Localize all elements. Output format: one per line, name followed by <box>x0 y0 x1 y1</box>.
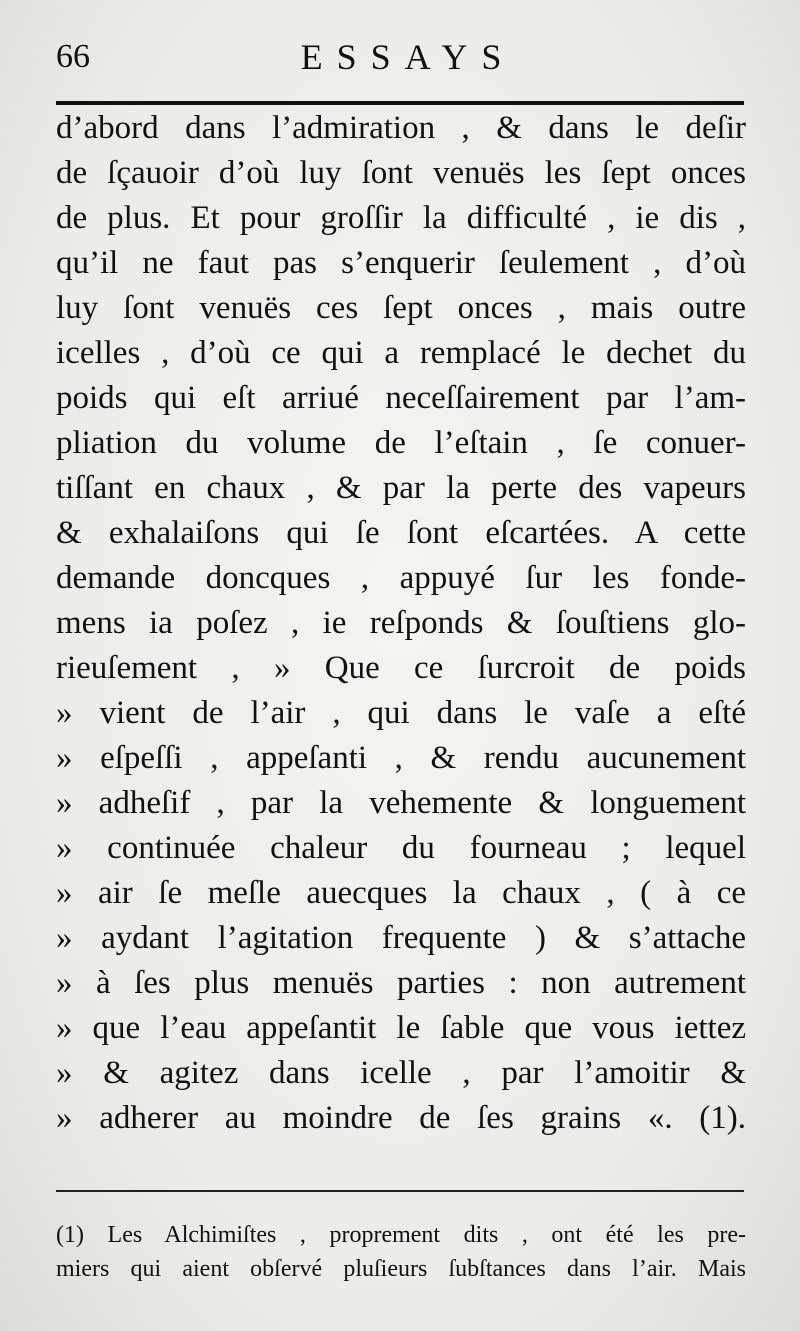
page-number: 66 <box>56 38 90 75</box>
text-line: » eſpeſſi , appeſanti , & rendu aucunement <box>56 740 746 776</box>
footnote-line: (1) Les Alchimiſtes , proprement dits , ont été les pre- <box>56 1222 746 1248</box>
text-line: mens ia poſez , ie reſponds & ſouſtiens glo- <box>56 605 746 641</box>
text-line: luy ſont venuës ces ſept onces , mais outre <box>56 290 746 326</box>
text-line: » que l’eau appeſantit le ſable que vous iettez <box>56 1010 746 1046</box>
footnote-rule <box>56 1190 744 1192</box>
text-line: » & agitez dans icelle , par l’amoitir & <box>56 1055 746 1091</box>
text-line: » vient de l’air , qui dans le vaſe a eſté <box>56 695 746 731</box>
text-line: tiſſant en chaux , & par la perte des vapeurs <box>56 470 746 506</box>
text-line: icelles , d’où ce qui a remplacé le dechet du <box>56 335 746 371</box>
text-line: pliation du volume de l’eſtain , ſe conuer- <box>56 425 746 461</box>
text-line: » adherer au moindre de ſes grains «. (1). <box>56 1100 746 1136</box>
text-line: de ſçauoir d’où luy ſont venuës les ſept onces <box>56 155 746 191</box>
text-line: demande doncques , appuyé ſur les fonde- <box>56 560 746 596</box>
text-line: poids qui eſt arriué neceſſairement par l’am- <box>56 380 746 416</box>
running-title: ESSAYS <box>300 37 516 77</box>
text-line: & exhalaiſons qui ſe ſont eſcartées. A cette <box>56 515 746 551</box>
text-line: d’abord dans l’admiration , & dans le deſir <box>56 110 746 146</box>
text-line: » à ſes plus menuës parties : non autrement <box>56 965 746 1001</box>
page-header <box>56 36 746 86</box>
text-line: rieuſement , » Que ce ſurcroit de poids <box>56 650 746 686</box>
text-line: » continuée chaleur du fourneau ; lequel <box>56 830 746 866</box>
header-rule <box>56 101 744 105</box>
footnote-line: miers qui aient obſervé pluſieurs ſubſtances dans l’air. Mais <box>56 1256 746 1282</box>
text-line: de plus. Et pour groſſir la difficulté , ie dis , <box>56 200 746 236</box>
text-line: » adheſif , par la vehemente & longuement <box>56 785 746 821</box>
text-line: » aydant l’agitation frequente ) & s’attache <box>56 920 746 956</box>
text-line: » air ſe meſle auecques la chaux , ( à ce <box>56 875 746 911</box>
text-line: qu’il ne faut pas s’enquerir ſeulement , d’où <box>56 245 746 281</box>
